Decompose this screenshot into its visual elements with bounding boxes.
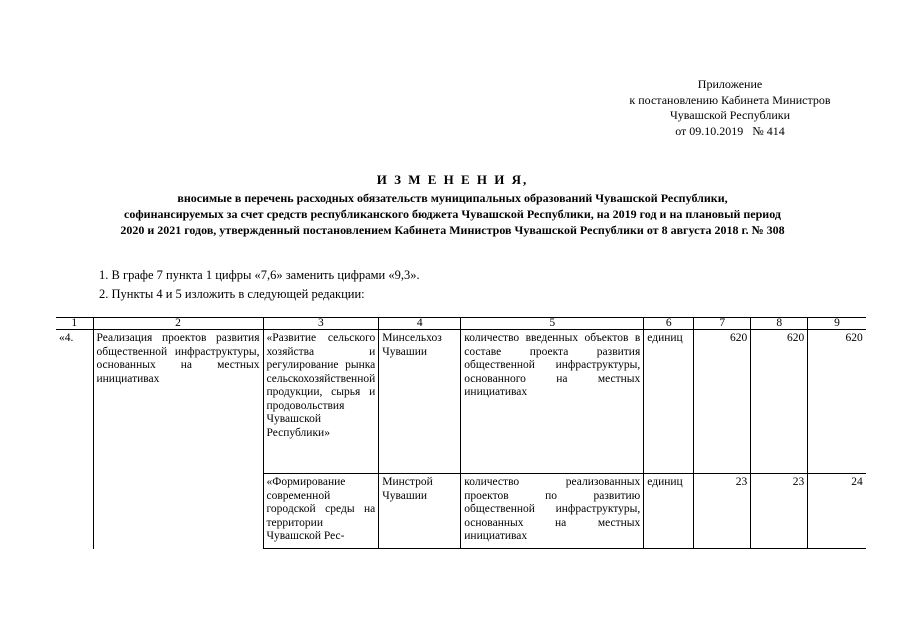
program-name: «Развитие сельского хозяйства и регулирование рынка сельскохозяйственной продукции, сырья и продовольствия Чувашской Республики» <box>263 330 379 474</box>
appendix-republic: Чувашской Республики <box>669 108 791 122</box>
subtitle-line: 2020 и 2021 годов, утвержденный постановлением Кабинета Министров Чувашской Республики от 8 августа 2018 г. № 308 <box>120 223 785 237</box>
indicator-text: количество реализованных проектов по развитию общественной инфраструктуры, основанных на местных инициативах <box>461 474 644 549</box>
appendix-title: Приложение <box>697 77 763 91</box>
item-2: 2. Пункты 4 и 5 изложить в следующей редакции: <box>99 287 365 301</box>
column-header: 3 <box>263 318 379 330</box>
column-header: 7 <box>694 318 751 330</box>
column-header: 2 <box>93 318 263 330</box>
column-header: 9 <box>808 318 866 330</box>
item-1: 1. В графе 7 пункта 1 цифры «7,6» заменить цифрами «9,3». <box>99 268 420 282</box>
agency-name: Минстрой Чувашии <box>379 474 461 549</box>
value-2020: 23 <box>751 474 808 549</box>
table-header-row <box>56 318 866 330</box>
value-2019: 23 <box>694 474 751 549</box>
subtitle-line: софинансируемых за счет средств республиканского бюджета Чувашской Республики, на 2019 год и на плановый период <box>124 207 781 221</box>
value-2021: 620 <box>808 330 866 474</box>
appendix-block <box>600 77 860 139</box>
agency-name: Минсельхоз Чувашии <box>379 330 461 474</box>
appendix-date-number <box>600 124 860 140</box>
indicator-text: количество введенных объектов в составе проекта развития общественной инфраструктуры, основанного на местных инициативах <box>461 330 644 474</box>
obligation-name: Реализация проектов развития общественной инфраструктуры, основанных на местных инициативах <box>93 330 263 549</box>
document-title: И З М Е Н Е Н И Я, <box>376 172 529 187</box>
program-name: «Формирование современной городской среды на территории Чувашской Рес- <box>263 474 379 549</box>
column-header: 8 <box>751 318 808 330</box>
appendix-date: от 09.10.2019 <box>675 123 744 138</box>
unit-cell: единиц <box>644 474 694 549</box>
column-header: 1 <box>56 318 93 330</box>
document-subtitle <box>40 190 865 238</box>
column-header: 4 <box>379 318 461 330</box>
table-row <box>56 330 866 474</box>
appendix-number: № 414 <box>752 123 785 138</box>
changes-table <box>56 317 866 549</box>
row-number: «4. <box>59 332 74 344</box>
value-2019: 620 <box>694 330 751 474</box>
column-header: 6 <box>644 318 694 330</box>
appendix-resolution: к постановлению Кабинета Министров <box>629 92 831 107</box>
column-header: 5 <box>461 318 644 330</box>
unit-cell: единиц <box>644 330 694 474</box>
value-2020: 620 <box>751 330 808 474</box>
subtitle-line: вносимые в перечень расходных обязательств муниципальных образований Чувашской Республики, <box>177 191 728 205</box>
value-2021: 24 <box>808 474 866 549</box>
